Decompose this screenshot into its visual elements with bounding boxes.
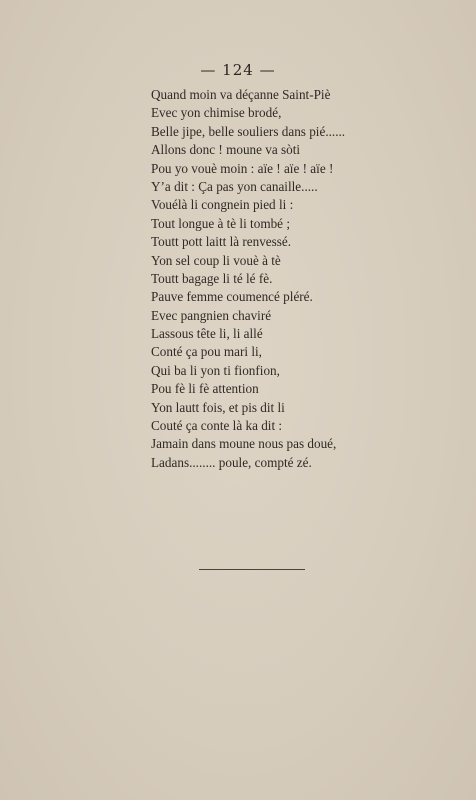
poem-line: Lassous tête li, li allé (151, 326, 263, 342)
poem-line: Vouélà li congnein pied li : (151, 197, 294, 213)
poem-line: Qui ba li yon ti fionfion, (151, 362, 280, 378)
poem-line: Conté ça pou mari li, (151, 344, 262, 360)
poem-line: Jamain dans moune nous pas doué, (151, 436, 337, 452)
poem-line: Pou yo vouè moin : aïe ! aïe ! aïe ! (151, 160, 334, 176)
poem-line: Couté ça conte là ka dit : (151, 418, 283, 434)
poem-line: Allons donc ! moune va sòti (151, 142, 301, 158)
poem-line: Pauve femme coumencé pléré. (151, 289, 313, 305)
poem-line: Ladans........ poule, compté zé. (151, 454, 312, 470)
poem-line: Evec yon chimise brodé, (151, 105, 282, 121)
poem-text (151, 86, 451, 472)
poem-line: Y’a dit : Ça pas yon canaille..... (151, 178, 318, 194)
page-number: — 124 — (200, 61, 276, 79)
poem-line: Yon sel coup li vouè à tè (151, 252, 281, 268)
poem-line: Belle jipe, belle souliers dans pié...... (151, 123, 346, 139)
poem-line: Quand moin va déçanne Saint-Piè (151, 87, 331, 102)
poem-line: Toutt bagage li té lé fè. (151, 270, 273, 286)
poem-line: Yon lautt fois, et pis dit li (151, 399, 285, 415)
poem-line: Tout longue à tè li tombé ; (151, 215, 290, 231)
section-divider (199, 569, 305, 570)
poem-line: Toutt pott laitt là renvessé. (151, 234, 292, 250)
poem-line: Evec pangnien chaviré (151, 307, 272, 323)
poem-line: Pou fè li fè attention (151, 381, 259, 397)
